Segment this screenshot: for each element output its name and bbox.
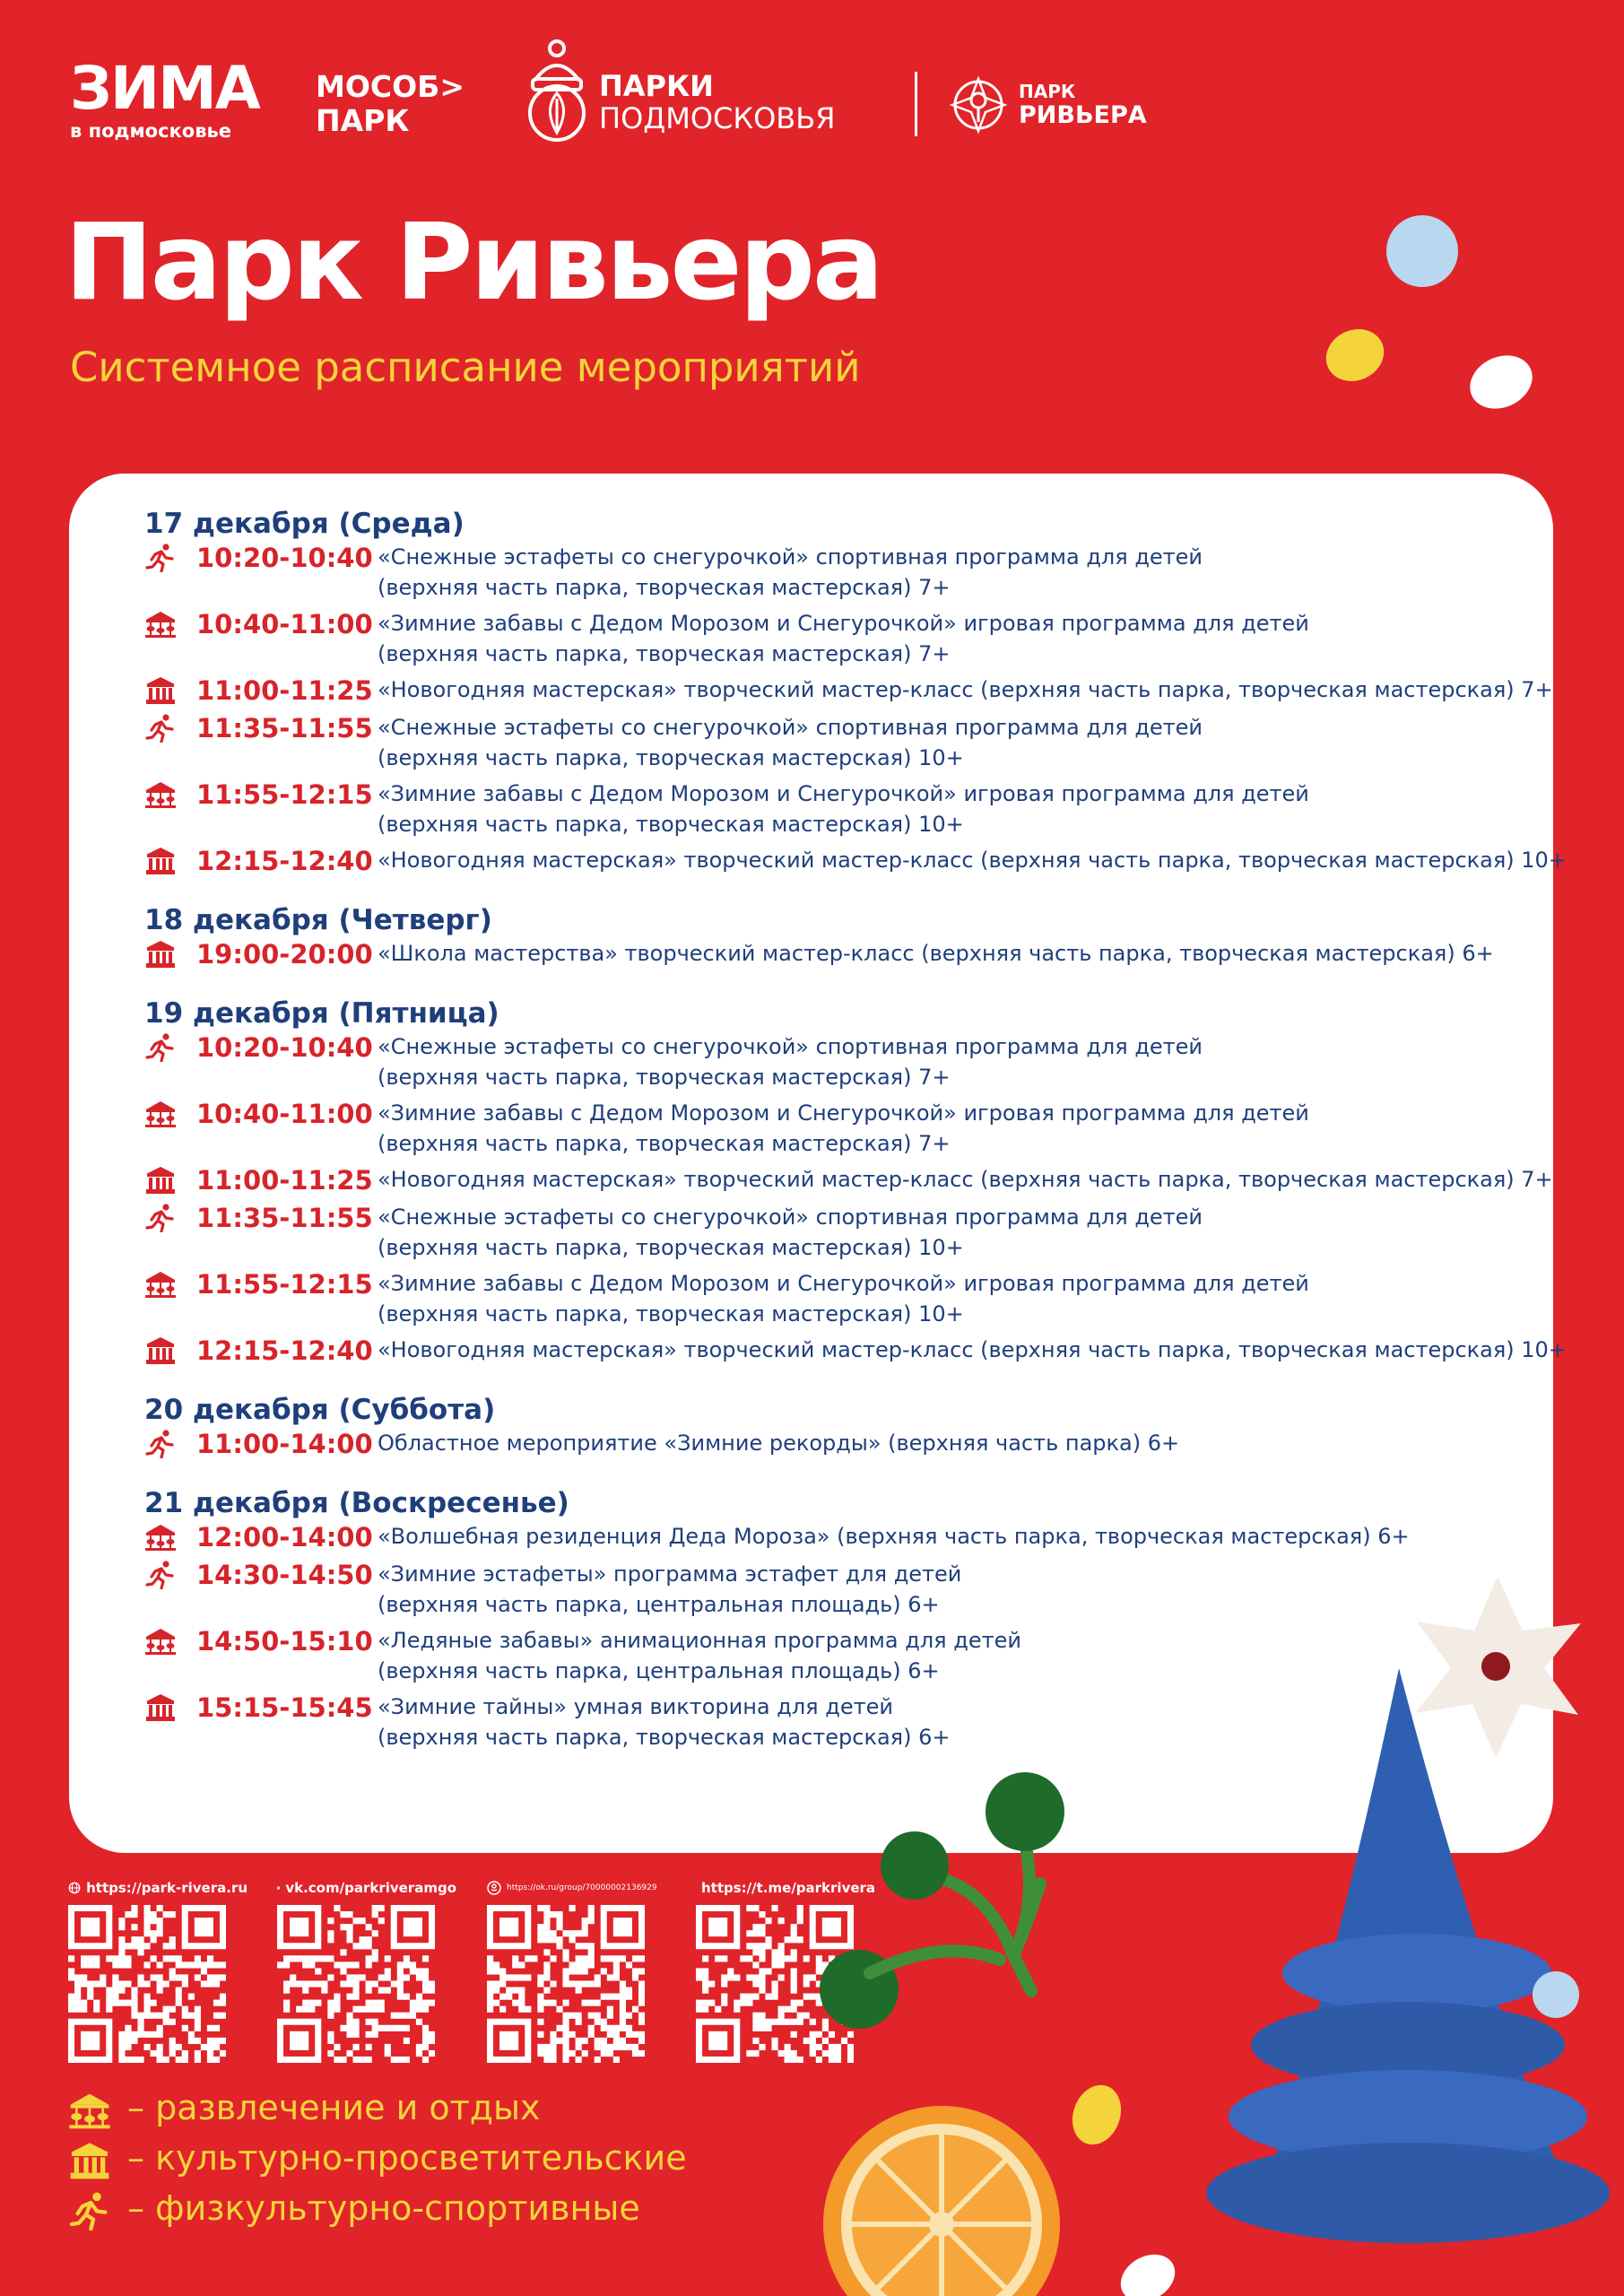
event-title-line: «Новогодняя мастерская» творческий мастер-класс (верхняя часть парка, творческая мастерская) 7+ <box>378 677 1553 702</box>
event-time: 11:00-14:00 <box>196 1429 373 1459</box>
decor-illustration <box>771 1561 1624 2296</box>
logo-mosob-line2: ПАРК <box>316 103 410 138</box>
museum-icon <box>144 1166 177 1195</box>
logo-parki-podmoskovya <box>522 39 890 143</box>
event-description <box>378 1335 1567 1365</box>
qr-site-label: https://park-rivera.ru <box>86 1880 248 1896</box>
sport-icon <box>68 2192 111 2228</box>
event-description <box>378 542 1543 603</box>
event-title-line: «Ледяные забавы» анимационная программа для детей <box>378 1628 1021 1653</box>
event-time: 10:20-10:40 <box>196 1032 373 1063</box>
qr-code[interactable] <box>277 1905 435 2063</box>
event-time: 15:15-15:45 <box>196 1692 373 1723</box>
day-section <box>144 506 1567 877</box>
event-row <box>144 1031 1543 1092</box>
event-row <box>144 938 1543 970</box>
event-time: 12:15-12:40 <box>196 846 373 876</box>
event-row <box>144 542 1543 603</box>
event-title-line: «Снежные эстафеты со снегурочкой» спортивная программа для детей <box>378 544 1203 570</box>
event-time: 11:55-12:15 <box>196 779 373 810</box>
event-time: 11:35-11:55 <box>196 1203 373 1233</box>
sport-icon <box>144 714 177 743</box>
museum-icon <box>144 1336 177 1365</box>
vk-icon <box>277 1881 280 1895</box>
day-title: 21 декабря (Воскресенье) <box>144 1487 569 1519</box>
logo-mosobpark <box>316 70 465 138</box>
svg-text:vk: vk <box>277 1887 280 1890</box>
event-title-line: «Новогодняя мастерская» творческий мастер-класс (верхняя часть парка, творческая мастерская) 7+ <box>378 1167 1553 1192</box>
qr-site[interactable] <box>68 1878 248 2063</box>
event-title-line: «Зимние эстафеты» программа эстафет для детей <box>378 1561 962 1587</box>
berry-branch-icon <box>820 1772 1064 2029</box>
event-location-line: (верхняя часть парка, творческая мастерская) 7+ <box>378 1065 951 1090</box>
event-title-line: Областное мероприятие «Зимние рекорды» (верхняя часть парка) 6+ <box>378 1431 1180 1456</box>
event-row <box>144 674 1553 707</box>
header-divider <box>915 72 917 136</box>
event-description <box>378 1031 1543 1092</box>
sport-icon <box>144 1561 177 1589</box>
qr-telegram-label: https://t.me/parkrivera <box>701 1880 876 1896</box>
hat-leaf-icon <box>522 39 592 143</box>
event-description <box>378 1268 1543 1329</box>
museum-icon <box>144 676 177 705</box>
event-row <box>144 1335 1567 1367</box>
carousel-icon <box>144 1270 177 1299</box>
logo-parki-line1: ПАРКИ <box>599 69 714 103</box>
carousel-icon <box>144 1100 177 1128</box>
day-title: 17 декабря (Среда) <box>144 508 465 540</box>
legend-text: – культурно-просветительские <box>127 2138 687 2178</box>
event-time: 14:50-15:10 <box>196 1626 373 1657</box>
event-title-line: «Волшебная резиденция Деда Мороза» (верхняя часть парка, творческая мастерская) 6+ <box>378 1524 1410 1549</box>
christmas-tree-icon <box>1206 1668 1610 2243</box>
decor-dot <box>1386 215 1458 287</box>
event-location-line: (верхняя часть парка, творческая мастерская) 10+ <box>378 812 964 837</box>
event-location-line: (верхняя часть парка, центральная площадь) 6+ <box>378 1592 940 1617</box>
event-time: 10:40-11:00 <box>196 609 373 639</box>
event-location-line: (верхняя часть парка, центральная площадь) 6+ <box>378 1658 940 1683</box>
event-description <box>378 1202 1543 1263</box>
event-time: 10:40-11:00 <box>196 1099 373 1129</box>
decor-dot <box>1462 345 1541 418</box>
event-title-line: «Зимние тайны» умная викторина для детей <box>378 1694 893 1719</box>
event-title-line: «Снежные эстафеты со снегурочкой» спортивная программа для детей <box>378 1034 1203 1059</box>
qr-ok-label: https://ok.ru/group/70000002136929 <box>507 1883 657 1892</box>
museum-icon <box>144 940 177 969</box>
globe-icon <box>68 1881 81 1895</box>
event-time: 12:00-14:00 <box>196 1522 373 1552</box>
legend-text: – развлечение и отдых <box>127 2088 541 2127</box>
event-description <box>378 608 1543 669</box>
event-time: 11:55-12:15 <box>196 1269 373 1300</box>
legend-text: – физкультурно-спортивные <box>127 2188 640 2228</box>
logo-mosob-line1: МОСОБ> <box>316 69 465 104</box>
event-time: 11:35-11:55 <box>196 713 373 744</box>
event-time: 12:15-12:40 <box>196 1335 373 1366</box>
event-time: 11:00-11:25 <box>196 675 373 706</box>
sport-icon <box>144 1204 177 1232</box>
event-row <box>144 1164 1553 1196</box>
event-description <box>378 778 1543 839</box>
event-row <box>144 1098 1543 1159</box>
event-location-line: (верхняя часть парка, творческая мастерская) 6+ <box>378 1725 951 1750</box>
event-location-line: (верхняя часть парка, творческая мастерская) 10+ <box>378 745 964 770</box>
event-location-line: (верхняя часть парка, творческая мастерская) 10+ <box>378 1235 964 1260</box>
star-icon <box>1415 1577 1581 1758</box>
day-title: 18 декабря (Четверг) <box>144 904 492 936</box>
qr-vk-label: vk.com/parkriveramgo <box>285 1880 456 1896</box>
event-row <box>144 1428 1543 1460</box>
day-section <box>144 1392 1543 1460</box>
event-description <box>378 845 1567 875</box>
carousel-icon <box>144 780 177 809</box>
event-description <box>378 1521 1543 1552</box>
page-subtitle: Системное расписание мероприятий <box>70 344 861 391</box>
qr-ok[interactable] <box>487 1878 666 2063</box>
day-title: 19 декабря (Пятница) <box>144 997 499 1030</box>
qr-code[interactable] <box>68 1905 226 2063</box>
event-title-line: «Снежные эстафеты со снегурочкой» спортивная программа для детей <box>378 715 1203 740</box>
event-title-line: «Снежные эстафеты со снегурочкой» спортивная программа для детей <box>378 1205 1203 1230</box>
event-row <box>144 845 1567 877</box>
logo-parki-line2: ПОДМОСКОВЬЯ <box>599 101 836 135</box>
riviera-emblem-icon <box>947 74 1010 136</box>
sport-icon <box>144 544 177 572</box>
event-location-line: (верхняя часть парка, творческая мастерская) 7+ <box>378 641 951 666</box>
page-title: Парк Ривьера <box>65 200 881 324</box>
orange-slice-icon <box>823 2106 1060 2296</box>
museum-icon <box>144 847 177 875</box>
event-row <box>144 608 1543 669</box>
logo-zima <box>70 54 259 142</box>
decor-dot <box>1317 320 1392 391</box>
logo-zima-subtitle: в подмосковье <box>70 120 232 142</box>
sport-icon <box>144 1033 177 1062</box>
event-title-line: «Новогодняя мастерская» творческий мастер-класс (верхняя часть парка, творческая мастерская) 10+ <box>378 848 1567 873</box>
event-title-line: «Зимние забавы с Дедом Морозом и Снегурочкой» игровая программа для детей <box>378 781 1309 806</box>
event-time: 10:20-10:40 <box>196 543 373 573</box>
event-time: 14:30-14:50 <box>196 1560 373 1590</box>
day-section <box>144 996 1567 1367</box>
event-title-line: «Зимние забавы с Дедом Морозом и Снегурочкой» игровая программа для детей <box>378 1271 1309 1296</box>
event-title-line: «Зимние забавы с Дедом Морозом и Снегурочкой» игровая программа для детей <box>378 1100 1309 1126</box>
event-title-line: «Школа мастерства» творческий мастер-класс (верхняя часть парка, творческая мастерская) 6+ <box>378 941 1494 966</box>
event-description <box>378 938 1543 969</box>
carousel-icon <box>144 1627 177 1656</box>
event-title-line: «Зимние забавы с Дедом Морозом и Снегурочкой» игровая программа для детей <box>378 611 1309 636</box>
logo-riviera-line1: ПАРК <box>1019 81 1076 102</box>
event-title-line: «Новогодняя мастерская» творческий мастер-класс (верхняя часть парка, творческая мастерская) 10+ <box>378 1337 1567 1362</box>
event-time: 11:00-11:25 <box>196 1165 373 1196</box>
event-location-line: (верхняя часть парка, творческая мастерская) 7+ <box>378 1131 951 1156</box>
event-description <box>378 1098 1543 1159</box>
event-row <box>144 778 1543 839</box>
event-description <box>378 712 1543 773</box>
day-section <box>144 902 1543 970</box>
event-description <box>378 1428 1543 1458</box>
qr-vk[interactable] <box>277 1878 456 2063</box>
ok-icon <box>487 1881 501 1895</box>
qr-code[interactable] <box>487 1905 645 2063</box>
event-row <box>144 712 1543 773</box>
logo-park-riviera <box>947 74 1147 140</box>
event-row <box>144 1521 1543 1553</box>
museum-icon <box>68 2142 111 2178</box>
sport-icon <box>144 1430 177 1458</box>
day-title: 20 декабря (Суббота) <box>144 1394 496 1426</box>
event-location-line: (верхняя часть парка, творческая мастерская) 7+ <box>378 575 951 600</box>
carousel-icon <box>144 610 177 639</box>
event-description <box>378 674 1553 705</box>
logo-zima-title: ЗИМА <box>70 54 259 123</box>
museum-icon <box>144 1693 177 1722</box>
logo-riviera-line2: РИВЬЕРА <box>1019 101 1147 129</box>
event-location-line: (верхняя часть парка, творческая мастерская) 10+ <box>378 1301 964 1326</box>
carousel-icon <box>144 1523 177 1552</box>
carousel-icon <box>68 2092 111 2127</box>
event-row <box>144 1202 1543 1263</box>
event-description <box>378 1164 1553 1195</box>
event-time: 19:00-20:00 <box>196 939 373 970</box>
event-row <box>144 1268 1543 1329</box>
